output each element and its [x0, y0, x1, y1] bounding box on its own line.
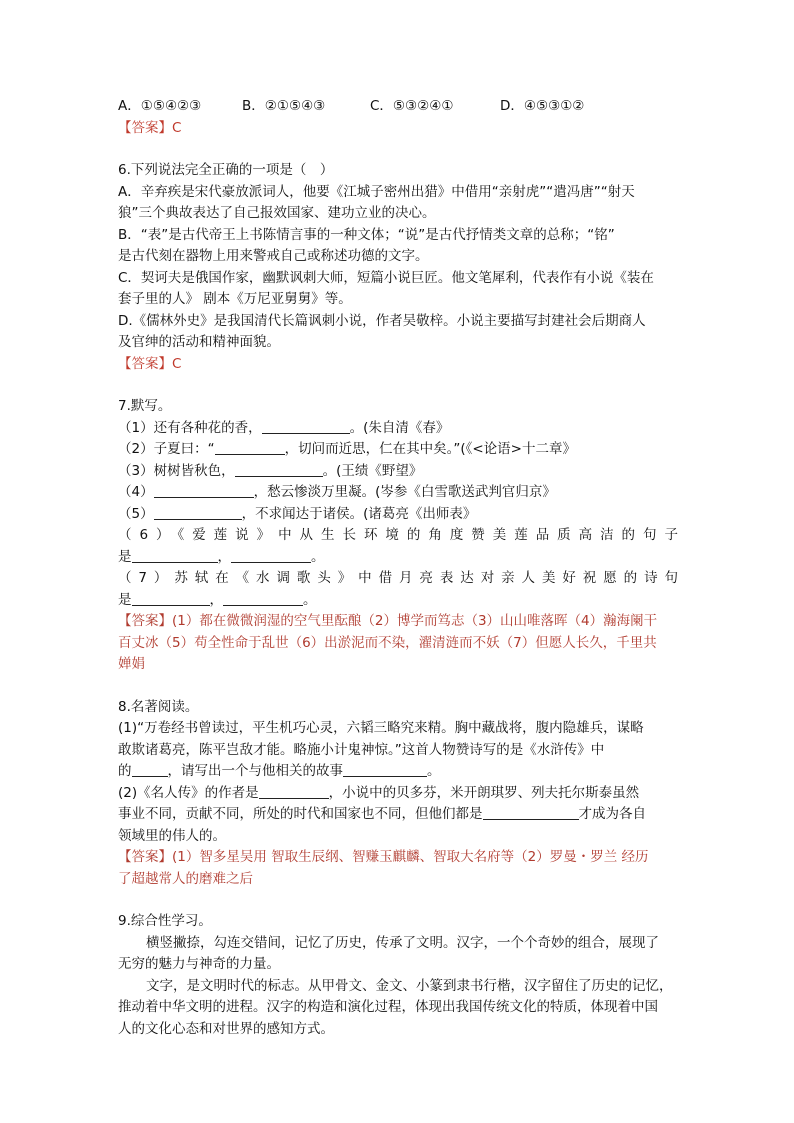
q7-item-7-line1: （7）苏轼在《水调歌头》中借月亮表达对亲人美好祝愿的诗句 [118, 570, 678, 586]
q7-item-6-line2: 是 ， 。 [118, 548, 325, 565]
q8-answer-line1 [118, 847, 678, 869]
q9-para1-line1: 横竖撇捺，勾连交错间，记忆了历史，传承了文明。汉字，一个个奇妙的组合，展现了 [146, 934, 659, 951]
q5-option-b: B．②①⑤④③ [242, 98, 326, 114]
q8-stem: 8.名著阅读。 [118, 698, 199, 715]
q7-item-4: （4） ，愁云惨淡万里凝。(岑参《白雪歌送武判官归京》 [118, 484, 556, 500]
answer-tag: 【答案】 [118, 119, 172, 136]
q8-answer-line2: 了超越常人的磨难之后 [118, 870, 253, 887]
q9-para2-line2: 推动着中华文明的进程。汉字的构造和演化过程，体现出我国传统文化的特质，体现着中国 [118, 999, 658, 1015]
q5-option-d: D．④⑤③①② [500, 98, 585, 114]
q6-option-c-line2: 套子里的人》 剧本《万尼亚舅舅》等。 [118, 291, 352, 307]
q5-options [118, 96, 678, 118]
q7-item-1: （1）还有各种花的香， 。(朱自清《春》 [118, 419, 450, 436]
answer-tag: 【答案】 [118, 849, 172, 865]
fill-blank[interactable] [132, 548, 218, 563]
fill-blank[interactable] [132, 591, 210, 606]
q8-part1-line1: (1)“万卷经书曾读过，平生机巧心灵，六韬三略究来精。胸中藏战将，腹内隐雄兵，谋略 [118, 720, 644, 736]
q7-answer-line3: 婵娟 [118, 656, 145, 672]
fill-blank[interactable] [132, 762, 168, 777]
answer-text: (1）智多星吴用 智取生辰纲、智赚玉麒麟、智取大名府等（2）罗曼・罗兰 经历 [172, 849, 649, 865]
q9-stem: 9.综合性学习。 [118, 913, 212, 929]
answer-value: C [172, 119, 182, 136]
q7-item-7-line2: 是 ， 。 [118, 591, 317, 608]
document-page [118, 96, 678, 1040]
q6-option-b-line1: B．“表”是古代帝王上书陈情言事的一种文体；“说”是古代抒情类文章的总称；“铭” [118, 226, 615, 243]
q6-option-b-line2: 是古代刻在器物上用来警戒自己或称述功德的文字。 [118, 248, 429, 264]
fill-blank[interactable] [154, 505, 242, 520]
fill-blank[interactable] [483, 805, 579, 820]
q7-stem: 7.默写。 [118, 398, 172, 414]
fill-blank[interactable] [231, 548, 311, 563]
fill-blank[interactable] [262, 419, 350, 434]
answer-value: C [172, 355, 182, 372]
q8-part2-line1: (2)《名人传》的作者是 ，小说中的贝多芬，米开朗琪罗、列夫托尔斯泰虽然 [118, 784, 640, 801]
fill-blank[interactable] [259, 784, 329, 799]
q8-part1-line3: 的 ，请写出一个与他相关的故事 。 [118, 763, 441, 779]
q5-option-c: C．⑤③②④① [370, 98, 454, 114]
q5-option-a: A．①⑤④②③ [118, 98, 202, 114]
answer-text: (1）都在微微润湿的空气里酝酿（2）博学而笃志（3）山山唯落晖（4）瀚海阑干 [172, 613, 658, 629]
q6-option-d-line1: D.《儒林外史》是我国清代长篇讽刺小说，作者吴敬梓。小说主要描写封建社会后期商人 [118, 312, 646, 329]
q8-part2-line3: 领域里的伟人的。 [118, 827, 226, 844]
fill-blank[interactable] [223, 591, 303, 606]
answer-tag: 【答案】 [118, 355, 172, 372]
q6-option-a-line2: 狼”三个典故表达了自己报效国家、建功立业的决心。 [118, 205, 436, 221]
q9-para1-line2: 无穷的魅力与神奇的力量。 [118, 956, 280, 972]
q6-option-d-line2: 及官绅的活动和精神面貌。 [118, 334, 280, 350]
q9-para2-line1: 文字，是文明时代的标志。从甲骨文、金文、小篆到隶书行楷，汉字留住了历史的记忆， [146, 977, 673, 994]
q7-item-3: （3）树树皆秋色， 。(王绩《野望》 [118, 462, 423, 479]
q7-item-2: （2）子夏曰：“ ，切问而近思，仁在其中矣。”(《<论语>十二章》 [118, 441, 576, 457]
q7-answer-line2: 百丈冰（5）苟全性命于乱世（6）出淤泥而不染，濯清涟而不妖（7）但愿人长久，千里共 [118, 634, 657, 651]
q5-answer [118, 118, 678, 140]
q6-option-a-line1: A．辛弃疾是宋代豪放派词人，他要《江城子密州出猎》中借用“亲射虎”“遣冯唐”“射天 [118, 183, 635, 200]
q6-answer [118, 354, 678, 376]
q8-part1-line2: 敢欺诸葛亮，陈平岂敌才能。略施小计鬼神惊。”这首人物赞诗写的是《水浒传》中 [118, 741, 605, 758]
q6-option-c-line1: C．契诃夫是俄国作家，幽默讽刺大师，短篇小说巨匠。他文笔犀利，代表作有小说《装在 [118, 269, 654, 286]
answer-tag: 【答案】 [118, 613, 172, 629]
fill-blank[interactable] [154, 483, 254, 498]
fill-blank[interactable] [215, 440, 285, 455]
q8-part2-line2: 事业不同，贡献不同，所处的时代和国家也不同，但他们都是 才成为各自 [118, 806, 646, 822]
q7-item-5: （5） ，不求闻达于诸侯。(诸葛亮《出师表》 [118, 505, 477, 522]
q7-answer-line1 [118, 611, 678, 633]
fill-blank[interactable] [343, 762, 427, 777]
q6-stem: 6.下列说法完全正确的一项是（ ） [118, 162, 334, 178]
q9-para2-line3: 人的文化心态和对世界的感知方式。 [118, 1020, 334, 1037]
q7-item-6-line1: （6）《爱莲说》中从生长环境的角度赞美莲品质高洁的句子 [118, 527, 678, 543]
fill-blank[interactable] [235, 462, 323, 477]
